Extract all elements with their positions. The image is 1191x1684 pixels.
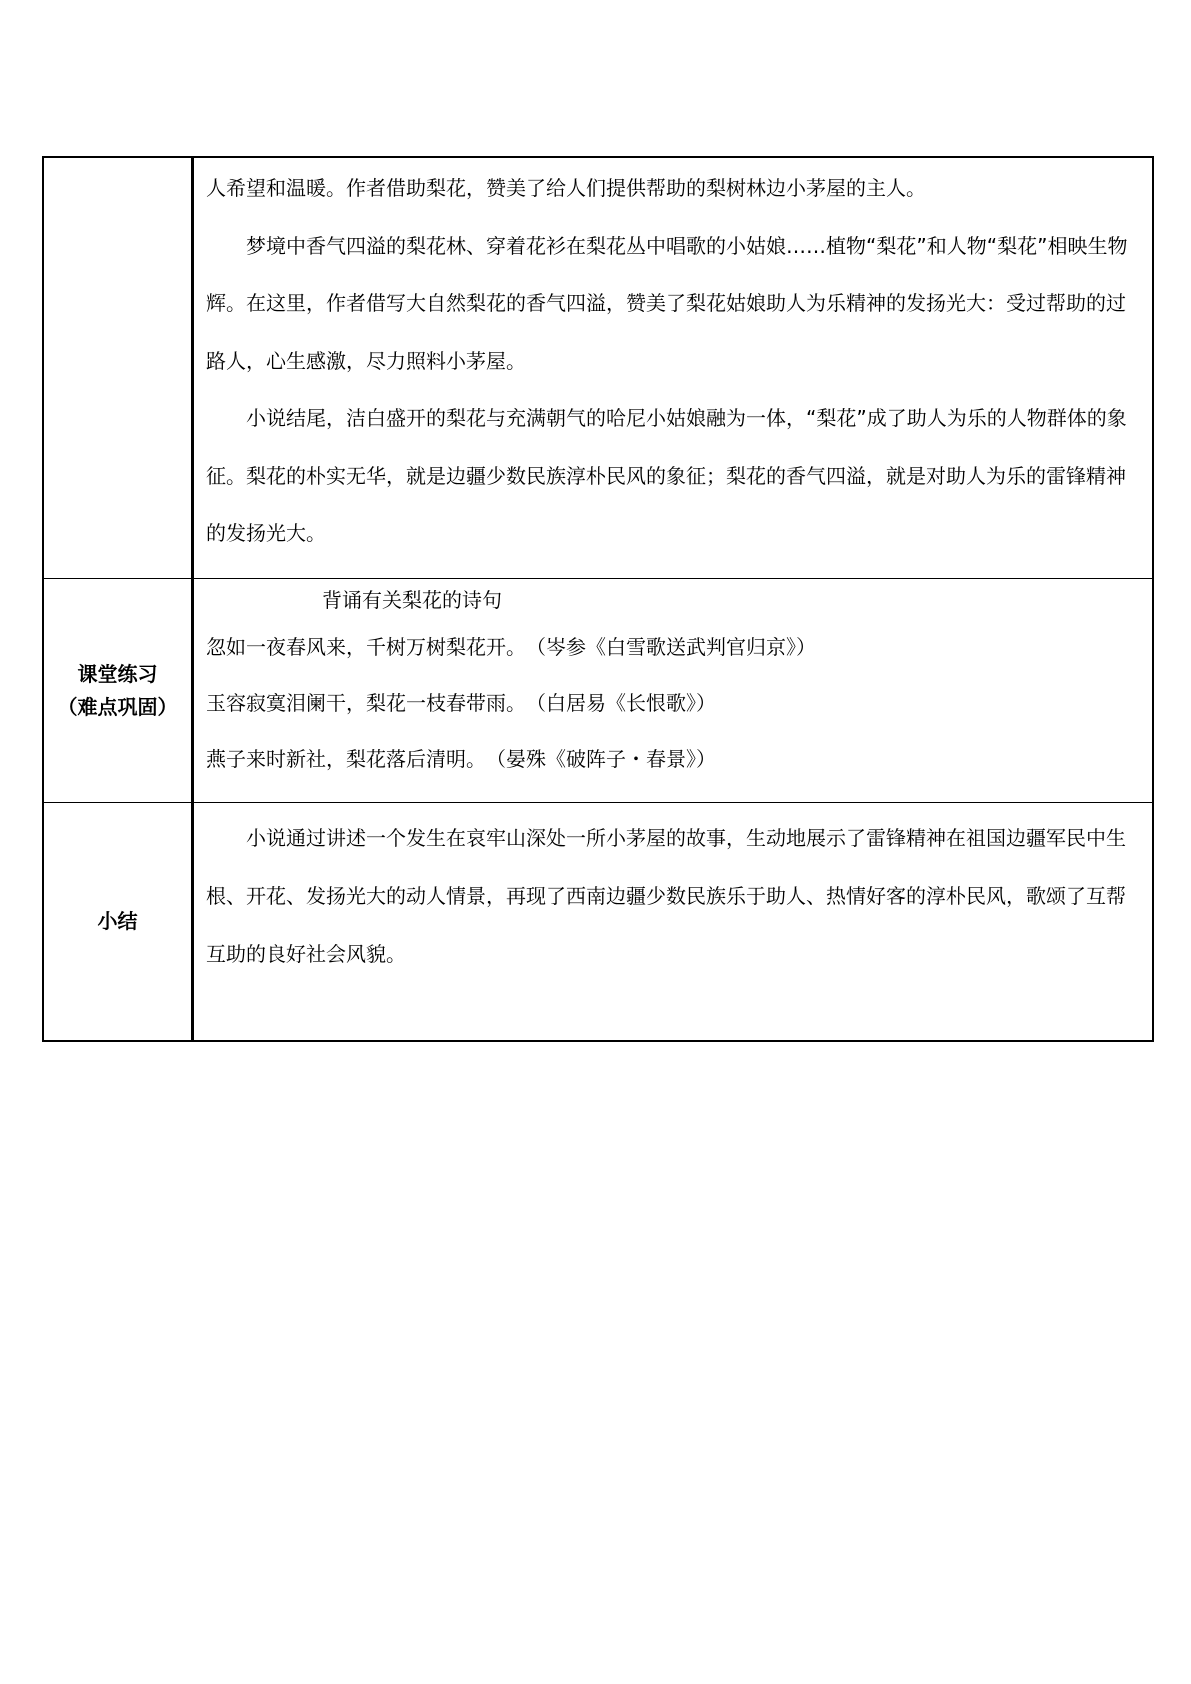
poem-line: 玉容寂寞泪阑干，梨花一枝春带雨。 （白居易《长恨歌》） — [206, 691, 716, 715]
table-row — [44, 158, 1152, 578]
paragraph: 小说结尾，洁白盛开的梨花与充满朝气的哈尼小姑娘融为一体，“梨花”成了助人为乐的人物群体的象征。梨花的朴实无华，就是边疆少数民族淳朴民风的象征；梨花的香气四溢，就是对助人为乐的雷锋精神的发扬光大。 — [206, 406, 1127, 545]
poem-line: 忽如一夜春风来，千树万树梨花开。 （岑参《白雪歌送武判官归京》） — [206, 635, 816, 659]
row-label-cell — [44, 803, 194, 1040]
table-row — [44, 578, 1152, 802]
row-label-cell — [44, 579, 194, 802]
row-label-line: （难点巩固） — [57, 694, 178, 719]
paragraph: 梦境中香气四溢的梨花林、穿着花衫在梨花丛中唱歌的小姑娘……植物“梨花”和人物“梨花”相映生物辉。在这里，作者借写大自然梨花的香气四溢，赞美了梨花姑娘助人为乐精神的发扬光大：受过帮助的过路人，心生感激，尽力照料小茅屋。 — [206, 233, 1128, 373]
summary-paragraph: 小说通过讲述一个发生在哀牢山深处一所小茅屋的故事，生动地展示了雷锋精神在祖国边疆军民中生根、开花、发扬光大的动人情景，再现了西南边疆少数民族乐于助人、热情好客的淳朴民风，歌颂了互帮互助的良好社会风貌。 — [206, 826, 1126, 966]
row-label: 小结 — [97, 909, 138, 933]
row-label-line: 课堂练习 — [77, 661, 158, 686]
row-content-cell — [194, 158, 1152, 578]
table-row — [44, 802, 1152, 1040]
section-heading: 背诵有关梨花的诗句 — [322, 588, 502, 612]
row-label-cell — [44, 158, 194, 578]
paragraph: 人希望和温暖。作者借助梨花，赞美了给人们提供帮助的梨树林边小茅屋的主人。 — [206, 176, 926, 200]
lesson-table — [42, 156, 1154, 1042]
row-content-cell — [194, 803, 1152, 1040]
row-content-cell — [194, 579, 1152, 802]
poem-line: 燕子来时新社，梨花落后清明。 （晏殊《破阵子・春景》） — [206, 747, 716, 771]
